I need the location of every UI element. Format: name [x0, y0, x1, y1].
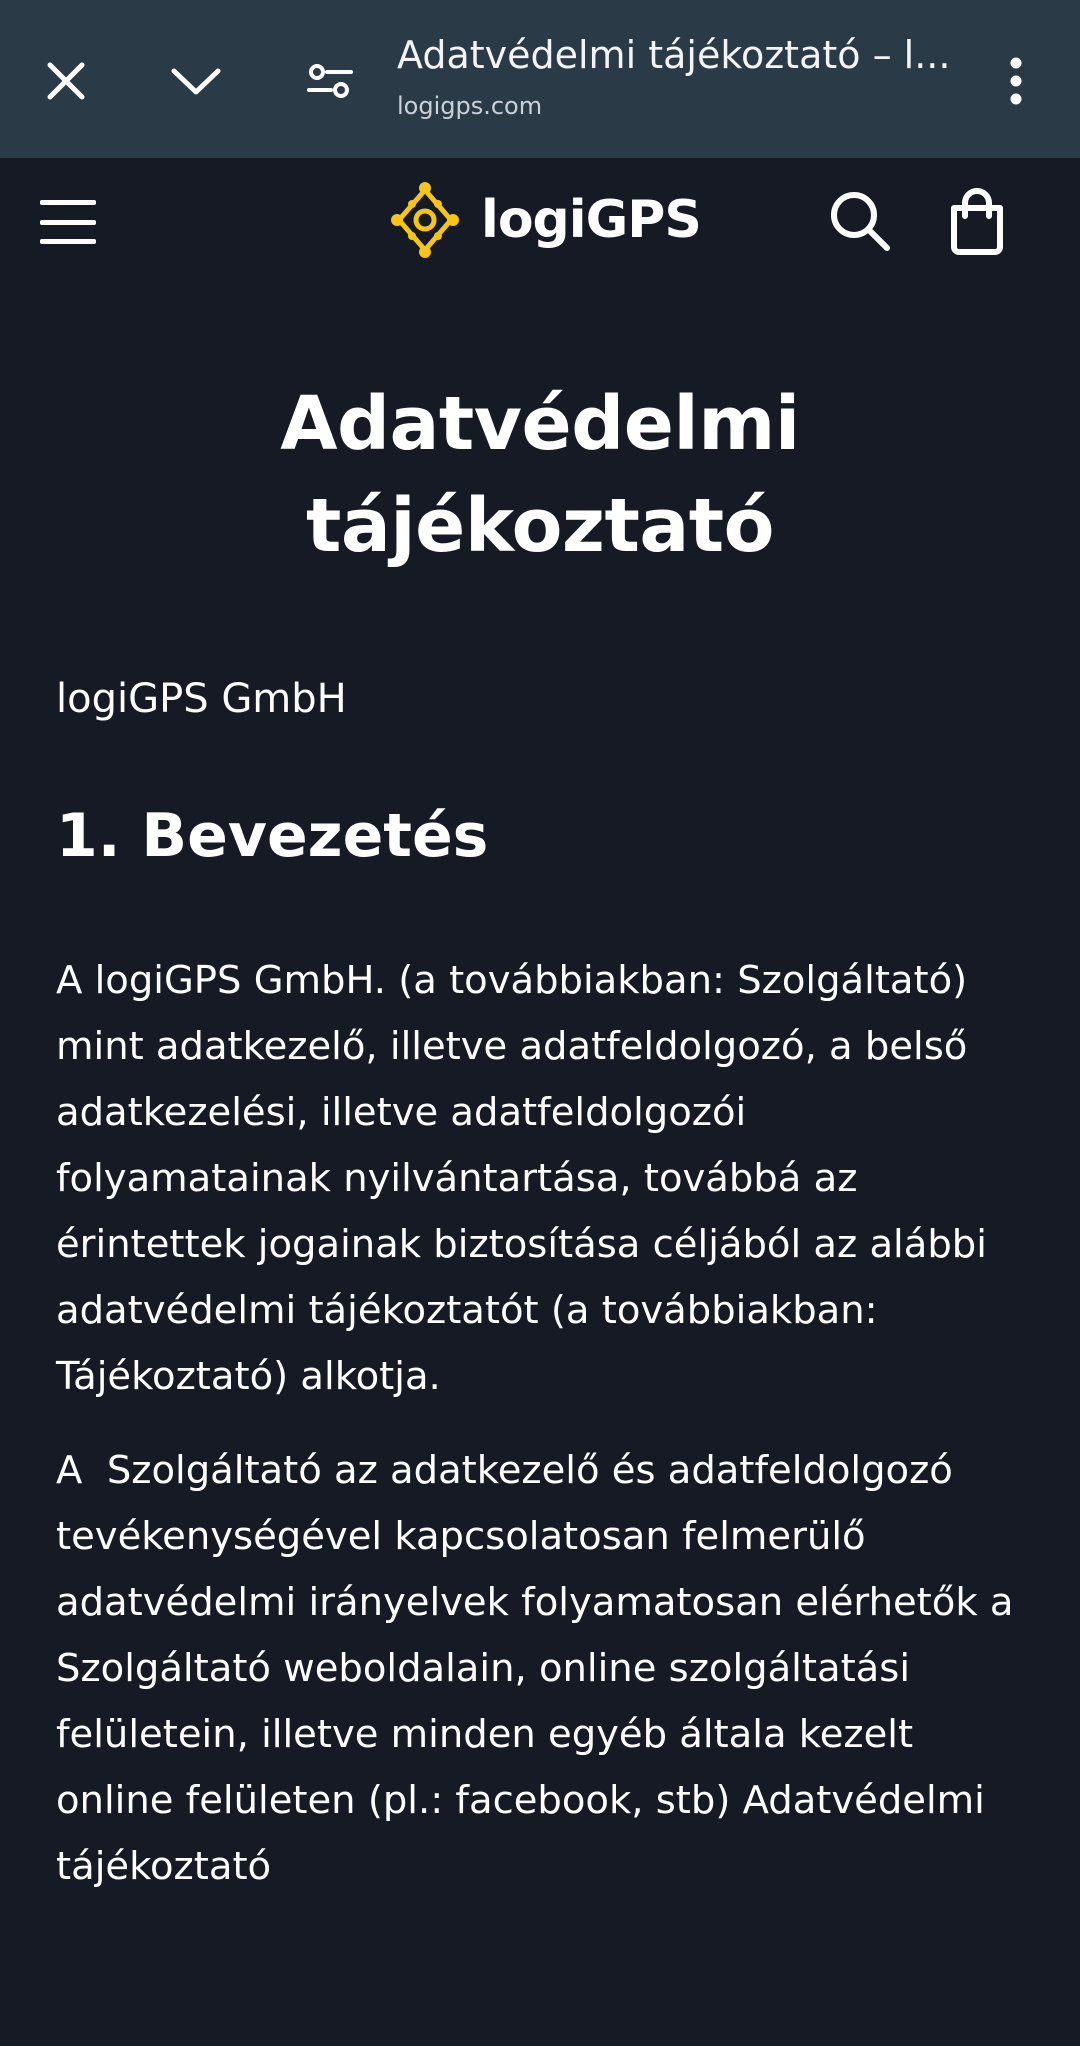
section-heading: 1. Bevezetés	[56, 801, 489, 871]
tune-icon[interactable]	[294, 45, 366, 117]
site-logo[interactable]	[385, 180, 701, 260]
intro-paragraph: A logiGPS GmbH. (a továbbiakban: Szolgáltató) mint adatkezelő, illetve adatfeldolgozó, a belső adatkezelési, illetve adatfeldolgozói folyamatainak nyilvántartása, továbbá az érintettek jogainak biztosítása céljából az alábbi adatvédelmi tájékoztatót (a továbbiakban: Tájékoztató) alkotja.	[56, 958, 1000, 1399]
policy-paragraph: A Szolgáltató az adatkezelő és adatfeldolgozó tevékenységével kapcsolatosan felmerülő adatvédelmi irányelvek folyamatosan elérhetők a Szolgáltató weboldalain, online szolgáltatási felületein, illetve minden egyéb általa kezelt online felületen (pl.: facebook, stb) Adatvédelmi tájékoztató	[56, 1448, 1026, 1889]
browser-page-title[interactable]: Adatvédelmi tájékoztató – l...	[397, 33, 951, 77]
main-content	[56, 283, 1024, 1900]
more-vertical-icon[interactable]	[980, 45, 1052, 117]
search-icon[interactable]	[825, 186, 895, 256]
company-name: logiGPS GmbH	[56, 676, 347, 722]
shopping-bag-icon[interactable]	[945, 186, 1009, 256]
browser-toolbar	[0, 0, 1080, 158]
logo-text: logiGPS	[481, 190, 701, 250]
logo-mark-icon	[385, 180, 465, 260]
hamburger-icon[interactable]	[36, 194, 100, 250]
page-title: Adatvédelmi tájékoztató	[280, 381, 800, 569]
close-icon[interactable]	[30, 45, 102, 117]
site-header	[0, 158, 1080, 283]
browser-url[interactable]: logigps.com	[397, 92, 543, 120]
chevron-down-icon[interactable]	[160, 45, 232, 117]
